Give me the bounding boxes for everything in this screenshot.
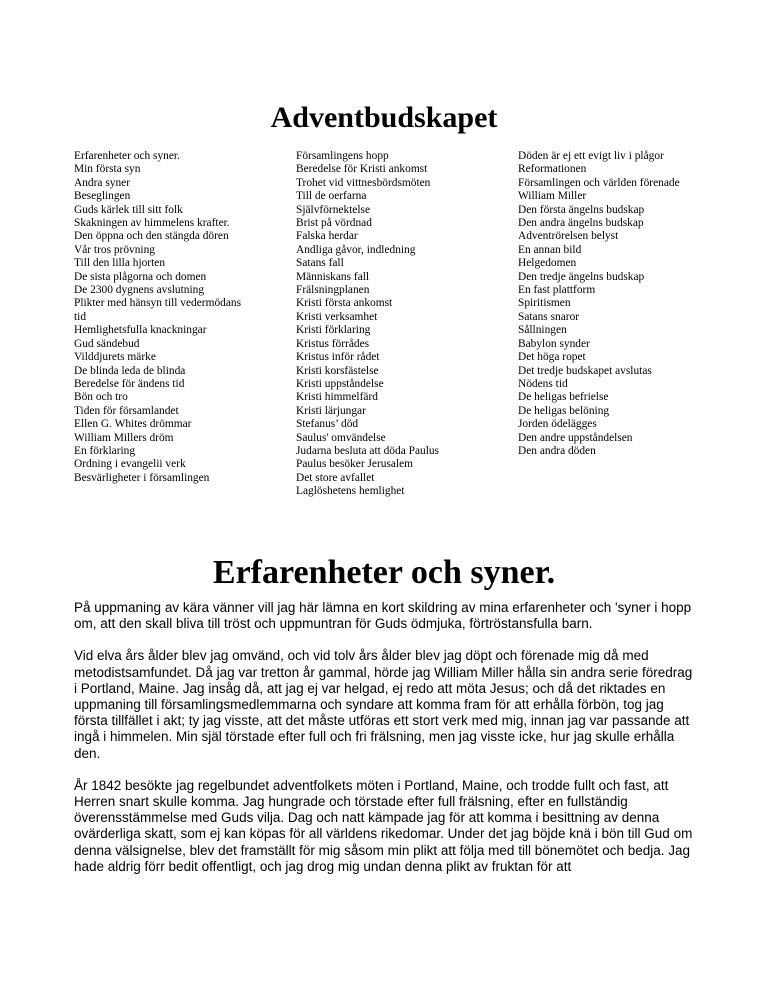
toc-entry: Erfarenheter och syner. [74,150,180,162]
body-paragraph: Vid elva års ålder blev jag omvänd, och vid tolv års ålder blev jag döpt och förenade mig då med metodistsamfundet. Då jag var tretton år gammal, hörde jag William Miller hålla sin andra serie föredrag i Portland, Maine. Jag insåg då, att jag ej var helgad, ej redo att möta Jesus; och då det riktades en uppmaning till församlingsmedlemmarna och syndare att komma fram för att erhålla förbön, tog jag första tillfället i akt; ty jag visste, att det måste utföras ett stort verk med mig, innan jag var passande att ingå i himmelen. Min själ törstade efter full och fri frälsning, men jag visste icke, hur jag skulle erhålla den. [74,648,693,761]
toc-entry: Tiden för församlandet [74,404,179,417]
toc-entry: Trohet vid vittnesbördsmöten [296,176,431,189]
toc-entry: Reformationen [518,163,587,176]
toc-entry: Ordning i evangelii verk [74,458,186,471]
toc-entry: Jorden ödelägges [518,418,597,431]
body-paragraph: År 1842 besökte jag regelbundet adventfolkets möten i Portland, Maine, och trodde fullt och fast, att Herren snart skulle komma. Jag hungrade och törstade efter full frälsning, efter en fullständig överensstämmelse med Guds vilja. Dag och natt kämpade jag för att komma i besittning av denna ovärderliga skatt, som ej kan köpas för all världens rikedomar. Under det jag böjde knä i bön till Gud om denna välsignelse, blev det framställt för mig såsom min plikt att följa med till bönemötet och bedja. Jag hade aldrig förr bedit offentligt, och jag drog mig undan denna plikt av fruktan för att [74,777,693,874]
toc-entry: Det tredje budskapet avslutas [518,364,652,377]
table-of-contents [0,150,768,510]
toc-column-3 [518,150,718,458]
toc-entry: Frälsningplanen [296,284,370,297]
toc-entry: Den andre uppståndelsen [518,431,633,444]
toc-entry: Gud sändebud [74,337,140,350]
section-body [74,600,696,891]
toc-entry: Kristi uppståndelse [296,377,384,390]
toc-entry: Judarna besluta att döda Paulus [296,444,439,457]
toc-entry: De heligas belöning [518,404,610,417]
toc-entry: Falska herdar [296,230,358,243]
toc-entry: William Miller [518,190,587,203]
toc-entry: Det store avfallet [296,471,375,484]
toc-entry: Kristus inför rådet [296,351,380,364]
toc-entry: Kristi korsfästelse [296,364,379,377]
toc-entry: Plikter med hänsyn till vedermödans tid [74,297,242,323]
section-title: Erfarenheter och syner. [212,554,556,591]
toc-entry: En förklaring [74,444,136,457]
toc-entry: Den tredje ängelns budskap [518,270,645,283]
toc-entry: Ellen G. Whites drömmar [74,418,192,431]
toc-entry: Den öppna och den stängda dören [74,230,229,243]
toc-entry: Stefanus’ död [296,418,359,431]
toc-entry: Kristi första ankomst [296,297,393,310]
toc-entry: Kristi verksamhet [296,310,378,323]
toc-entry: Saulus' omvändelse [296,431,386,444]
toc-entry: Församlingens hopp [296,150,389,162]
toc-entry: Den andra ängelns budskap [518,217,644,230]
toc-entry: Beredelse för Kristi ankomst [296,163,428,176]
toc-entry: Beseglingen [74,190,131,203]
toc-entry: William Millers dröm [74,431,174,444]
toc-entry: Döden är ej ett evigt liv i plågor [518,150,664,162]
toc-entry: En fast plattform [518,284,596,297]
toc-entry: De 2300 dygnens avslutning [74,284,205,297]
toc-entry: Den andra döden [518,444,596,457]
toc-entry: Den första ängelns budskap [518,203,645,216]
toc-entry: Babylon synder [518,337,590,350]
toc-entry: Beredelse för ändens tid [74,377,185,390]
toc-entry: Det höga ropet [518,351,586,364]
toc-column-2 [296,150,496,499]
toc-entry: Satans fall [296,257,344,270]
toc-entry: Laglöshetens hemlighet [296,485,405,498]
toc-entry: Kristi förklaring [296,324,371,337]
toc-entry: Kristi himmelfärd [296,391,378,404]
toc-entry: Människans fall [296,270,370,283]
toc-entry: Satans snaror [518,310,580,323]
toc-entry: Helgedomen [518,257,577,270]
document-title: Adventbudskapet [270,101,498,134]
toc-entry: Spiritismen [518,297,571,310]
toc-entry: Brist på vördnad [296,217,372,230]
toc-entry: De sista plågorna och domen [74,270,207,283]
toc-entry: De blinda leda de blinda [74,364,186,377]
toc-entry: Hemlighetsfulla knackningar [74,324,207,337]
toc-entry: Guds kärlek till sitt folk [74,203,183,216]
toc-entry: Paulus besöker Jerusalem [296,458,414,471]
toc-entry: Bön och tro [74,391,128,404]
toc-entry: De heligas befrielse [518,391,609,404]
toc-entry: Adventrörelsen belyst [518,230,619,243]
toc-entry: Kristus förrådes [296,337,370,350]
toc-entry: Skakningen av himmelens krafter. [74,217,230,230]
toc-entry: Besvärligheter i församlingen [74,471,210,484]
toc-entry: Till de oerfarna [296,190,367,203]
toc-entry: Självförnektelse [296,203,371,216]
toc-entry: Sållningen [518,324,567,337]
toc-entry: Nödens tid [518,377,568,390]
toc-entry: Kristi lärjungar [296,404,366,417]
toc-entry: Andliga gåvor, indledning [296,243,416,256]
body-paragraph: På uppmaning av kära vänner vill jag här lämna en kort skildring av mina erfarenheter och 'syner i hopp om, att den skall bliva till tröst och uppmuntran för Guds ödmjuka, förtröstansfulla barn. [74,600,692,632]
toc-entry: Till den lilla hjorten [74,257,166,270]
toc-column-1 [74,150,264,485]
toc-entry: En annan bild [518,243,582,256]
toc-entry: Andra syner [74,176,130,189]
toc-entry: Vår tros prövning [74,243,155,256]
toc-entry: Församlingen och världen förenade [518,176,680,189]
toc-entry: Vilddjurets märke [74,351,156,364]
toc-entry: Min första syn [74,163,141,176]
